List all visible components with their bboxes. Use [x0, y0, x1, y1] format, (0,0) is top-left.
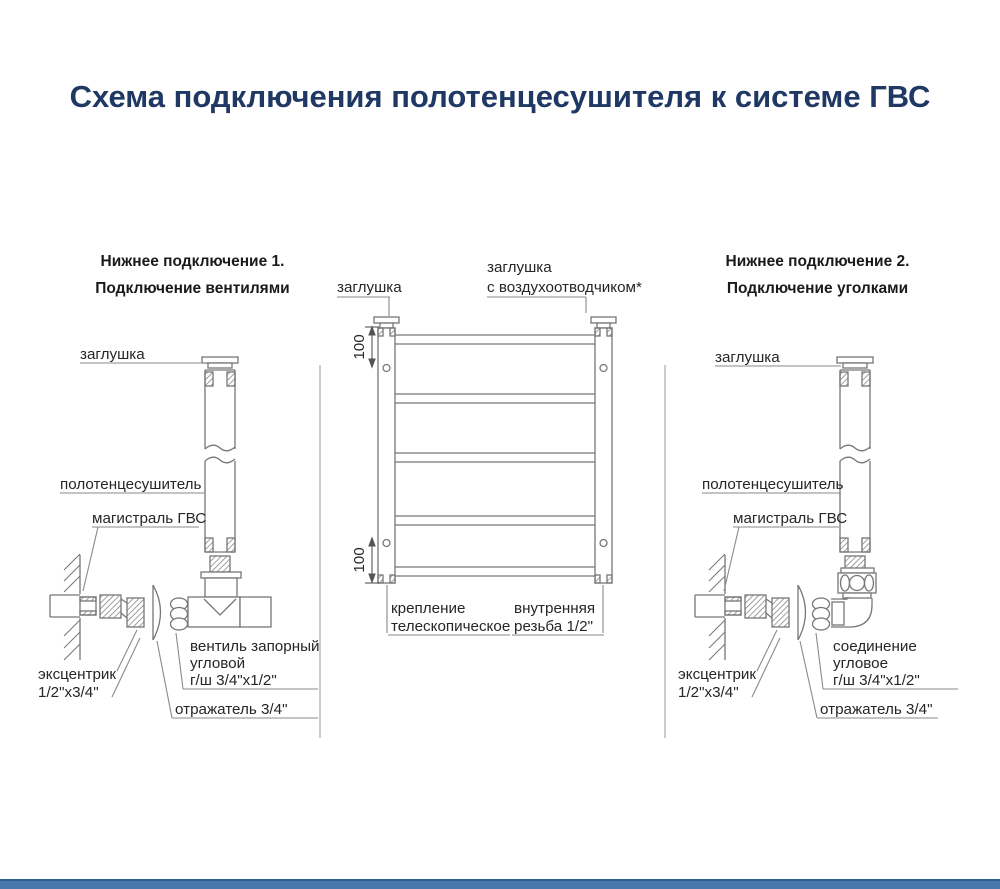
angle-valve-icon	[171, 572, 272, 630]
right-header-line1: Нижнее подключение 2.	[725, 253, 910, 270]
label-reflector: отражатель 3/4"	[820, 701, 933, 718]
label-reflector: отражатель 3/4"	[175, 701, 288, 718]
label-main-line: магистраль ГВС	[733, 510, 848, 527]
label-thread-1: внутренняя	[514, 600, 596, 617]
label-mount-2: телескопическое	[391, 618, 511, 635]
label-cap: заглушка	[80, 346, 145, 363]
dimension-lines	[365, 327, 379, 583]
ladder-rail-icon	[374, 317, 616, 583]
page-title: Схема подключения полотенцесушителя к системе ГВС	[69, 79, 931, 114]
label-mount-1: крепление	[391, 600, 466, 617]
wall-assembly-icon	[695, 554, 806, 660]
label-main-line: магистраль ГВС	[92, 510, 207, 527]
middle-leader-lines	[337, 297, 604, 635]
label-towel-rail: полотенцесушитель	[702, 476, 844, 493]
label-elbow-2: угловое	[833, 655, 889, 672]
wall-assembly-icon	[50, 554, 161, 660]
label-eccentric-2: 1/2"x3/4"	[678, 684, 739, 701]
left-header-line2: Подключение вентилями	[95, 280, 290, 297]
label-cap-left: заглушка	[337, 279, 402, 296]
label-elbow-3: г/ш 3/4"x1/2"	[833, 672, 920, 689]
left-diagram	[38, 346, 319, 718]
right-header-line2: Подключение уголками	[726, 280, 909, 297]
label-valve-1: вентиль запорный	[190, 638, 320, 655]
footer-bar	[0, 879, 1000, 889]
dim-bottom-label: 100	[351, 547, 368, 573]
label-valve-2: угловой	[190, 655, 246, 672]
label-thread-2: резьба 1/2"	[514, 618, 593, 635]
label-elbow-1: соединение	[833, 638, 917, 655]
towel-rail-pipe-icon	[202, 357, 238, 572]
label-eccentric-1: эксцентрик	[678, 666, 757, 683]
left-header-line1: Нижнее подключение 1.	[100, 253, 285, 270]
label-cap-right-1: заглушка	[487, 259, 552, 276]
label-valve-3: г/ш 3/4"x1/2"	[190, 672, 277, 689]
label-towel-rail: полотенцесушитель	[60, 476, 202, 493]
label-eccentric-1: эксцентрик	[38, 666, 117, 683]
dim-top-label: 100	[351, 334, 368, 360]
label-eccentric-2: 1/2"x3/4"	[38, 684, 99, 701]
right-diagram	[678, 349, 958, 718]
left-leader-lines	[60, 363, 318, 718]
label-cap-right-2: с воздухоотводчиком*	[487, 279, 642, 296]
middle-diagram	[337, 259, 642, 635]
label-cap: заглушка	[715, 349, 780, 366]
towel-rail-pipe-icon	[837, 357, 873, 572]
angle-union-icon	[813, 568, 877, 630]
